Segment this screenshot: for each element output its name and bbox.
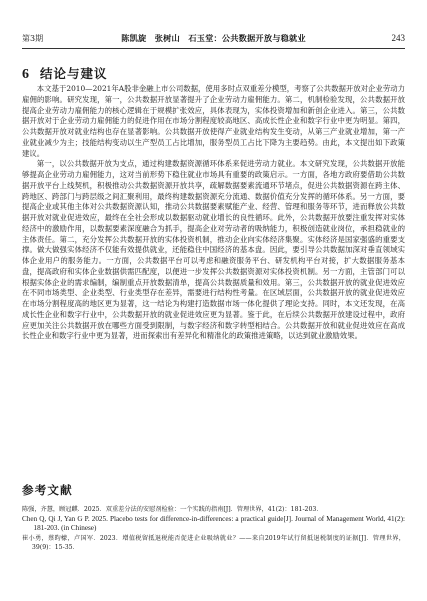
- reference-list: [22, 505, 405, 553]
- header-rule: [22, 48, 405, 49]
- paragraph: 本文基于2010—2021年A股非金融上市公司数据，使用多时点双重差分模型，考察了公共数据开放对企业劳动力雇佣的影响。研究发现，第一，公共数据开放显著提升了企业劳动力雇佣能力。第二，机制检验发现，公共数据开放提高企业劳动力雇佣能力的核心逻辑在于规模扩张效应，具体表现为，实体投资增加和新创企业进入。第三，公共数据开放对于企业劳动力雇佣能力的促进作用在市场分割程度较高地区、高成长性企业和数字行业中更为明显。第四，公共数据开放对就业结构也存在显著影响。公共数据开放使得产业就业结构发生变动，从第三产业就业增加，第一产业就业减少为主；技能结构变动以生产型员工占比增加，服务型员工占比下降为主要趋势。由此，本文提出如下政策建议。: [22, 84, 405, 158]
- page-number: 243: [391, 33, 405, 43]
- reference-item: 崔小勇，蔡昀檬，卢国军．2023．增值税留抵退税能否促进企业吸纳就业？——来自2019年试行留抵退税制度的证据[J]．管理世界，39(9)：15-35．: [22, 534, 405, 551]
- section-number: 6: [22, 67, 30, 82]
- section-title: 结论与建议: [40, 66, 108, 81]
- body-text: [22, 84, 405, 342]
- reference-item: Chen Q, Qi J, Yan G P. 2025. Placebo tests for difference-in-differences: a practical guide[J]. Journal of Management World, 41(2): 181-203. (in Chinese): [22, 514, 405, 532]
- running-title: 陈凯旋 张树山 石玉堂：公共数据开放与稳就业: [121, 32, 306, 43]
- paragraph: 第一，以公共数据开放为支点，通过构建数据资源循环体系来促进劳动力就业。本文研究发现，公共数据开放能够提高企业劳动力雇佣能力，这对当前形势下稳住就业市场具有重要的政策启示。一方面，各地方政府要借助公共数据开放平台上线契机，积极推动公共数据资源开放共享，疏解数据要素流通环节堵点，促进公共数据资源在跨主体、跨地区、跨部门与跨层级之间汇聚利用，最终构建数据资源充分流通、数据价值充分发挥的循环体系。另一方面，要提高企业或其他主体对公共数据资源认知，推动公共数据要素赋能产业、经营、管理和服务等环节，进而释放公共数据开放对就业促进效应，最终在全社会形成以数据驱动就业增长的良性循环。此外，公共数据开放要注重发挥对实体经济中的激励作用，以数据要素深度融合为抓手，提高企业对劳动者的吸纳能力，积极创造就业岗位，承担稳就业的主体责任。第二，充分发挥公共数据开放的实体投资机制，推动企业向实体经济集聚。实体经济是国家强盛的重要支撑。做大做强实体经济不仅能有效提供就业，还能稳住中国经济的基本盘。因此，要引导公共数据加深对垂直领域实体企业用户的服务能力。一方面，公共数据平台可以考虑和融资服务平台、研发机构平台对接，扩大数据服务基本盘，提高政府和实体企业数据供需匹配度，以便进一步发挥公共数据资源对实体投资机制。另一方面，主管部门可以根据实体企业的需求编制，编制重点开放数据清单，提高公共数据质量和效用。第三，公共数据开放的就业促进效应在不同市场类型、企业类型、行业类型存在差异，需要进行结构性考量。在区域层面，公共数据开放的就业促进效应在市场分割程度高的地区更为显著，这一结论为构建打造数据市场一体化提供了理论支持。同时，本文还发现，在高成长性企业和数字行业中，公共数据开放的就业促进效应更为显著。鉴于此，在后续公共数据开放建设过程中，政府应更加关注公共数据开放在哪些方面受到限制，与数字经济和数字转型相结合。公共数据开放和就业促进效应在高成长性企业和数字行业中更为显著，进而探索出有差异化和精准化的政策推进策略，以达到就业激励效果。: [22, 159, 405, 341]
- reference-item: 陈强，齐慧，顾冠麒．2025．双重差分法的安慰剂检验：一个实践的指南[J]．管理世界，41(2)：181-203．: [22, 506, 323, 513]
- section-heading: [22, 64, 108, 83]
- references-heading: 参考文献: [22, 483, 73, 497]
- running-header: [22, 30, 405, 46]
- issue-label: 第3期: [22, 33, 44, 43]
